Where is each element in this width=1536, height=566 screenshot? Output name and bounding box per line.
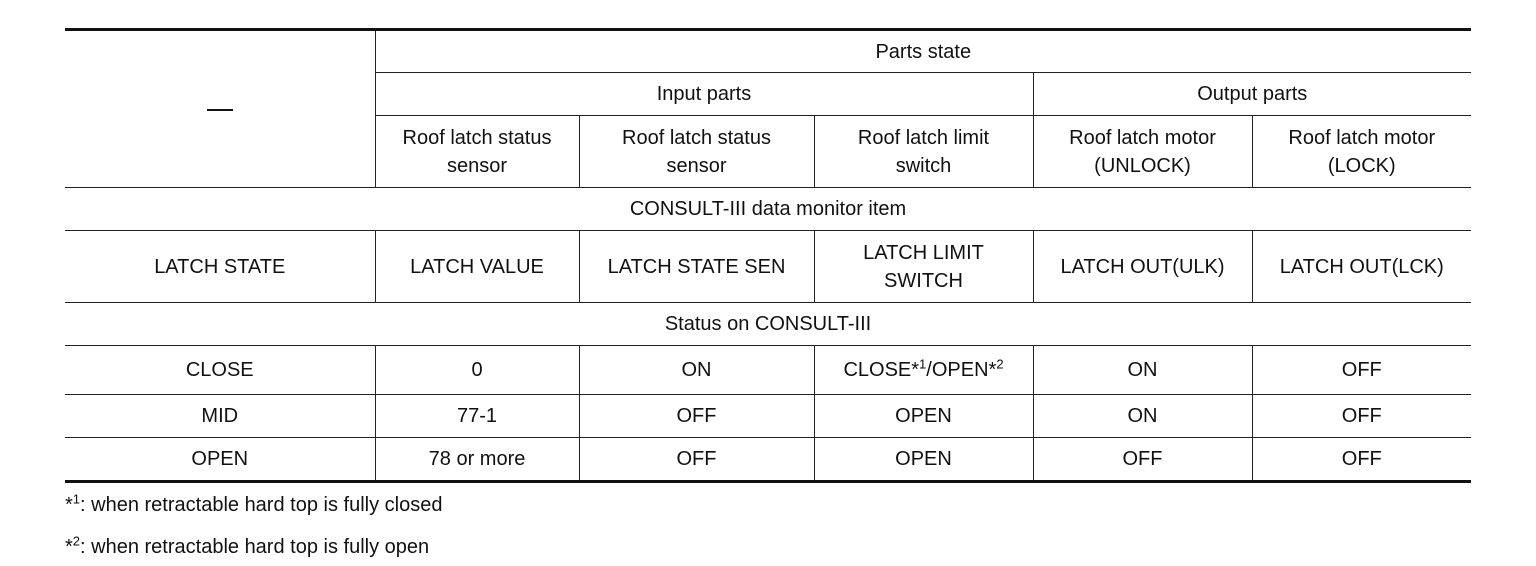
cell-switch: OPEN <box>814 395 1033 438</box>
output-parts-header: Output parts <box>1033 73 1471 116</box>
dash-mark <box>207 109 233 111</box>
footnote-mark: * <box>65 536 73 558</box>
footnote-1 <box>65 492 442 518</box>
part-name-cell <box>814 116 1033 188</box>
switch-close-text: CLOSE* <box>843 359 920 381</box>
cell-lock: OFF <box>1252 395 1471 438</box>
part-name-cell <box>1033 116 1252 188</box>
part-name-line1: Roof latch motor <box>1069 126 1216 149</box>
part-name-line2: switch <box>895 154 952 177</box>
cell-value: 0 <box>375 346 579 395</box>
table-row <box>65 395 1471 438</box>
cell-value: 78 or more <box>375 438 579 482</box>
footnote-number: 2 <box>72 533 81 549</box>
footnote-number: 1 <box>72 491 81 507</box>
part-name-line1: Roof latch motor <box>1288 126 1436 149</box>
table-row <box>65 346 1471 395</box>
data-monitor-table <box>65 28 1471 483</box>
cell-value: 77-1 <box>375 395 579 438</box>
footnote-mark: * <box>65 494 73 516</box>
status-section-row <box>65 303 1471 346</box>
monitor-item-line2: SWITCH <box>884 269 963 292</box>
cell-switch: OPEN <box>814 438 1033 482</box>
parts-state-header: Parts state <box>375 30 1471 73</box>
header-row-parts-state <box>65 30 1471 73</box>
cell-lock: OFF <box>1252 346 1471 395</box>
part-name-line2: (UNLOCK) <box>1094 154 1191 177</box>
data-monitor-table-container <box>65 28 1471 483</box>
part-name-line1: Roof latch status <box>402 126 552 149</box>
monitor-items-row <box>65 231 1471 303</box>
footnote-2 <box>65 534 429 560</box>
monitor-item-line1: LATCH LIMIT <box>863 241 984 264</box>
input-parts-header: Input parts <box>375 73 1033 116</box>
part-name-line2: sensor <box>666 154 727 177</box>
part-name-cell <box>375 116 579 188</box>
cell-switch <box>814 346 1033 395</box>
monitor-item-latch-limit-switch <box>814 231 1033 303</box>
cell-unlock: ON <box>1033 346 1252 395</box>
cell-unlock: OFF <box>1033 438 1252 482</box>
header-blank-cell <box>65 30 375 188</box>
part-name-line1: Roof latch status <box>622 126 771 149</box>
table-row <box>65 438 1471 482</box>
status-section-label: Status on CONSULT-III <box>65 303 1471 346</box>
cell-state: OPEN <box>65 438 375 482</box>
cell-sensor: ON <box>579 346 814 395</box>
monitor-item-latch-state: LATCH STATE <box>65 231 375 303</box>
footnote-ref-2: 2 <box>996 356 1004 372</box>
cell-sensor: OFF <box>579 438 814 482</box>
monitor-item-latch-out-ulk: LATCH OUT(ULK) <box>1033 231 1252 303</box>
cell-lock: OFF <box>1252 438 1471 482</box>
part-name-cell <box>579 116 814 188</box>
monitor-item-latch-state-sen: LATCH STATE SEN <box>579 231 814 303</box>
monitor-item-latch-out-lck: LATCH OUT(LCK) <box>1252 231 1471 303</box>
part-name-cell <box>1252 116 1471 188</box>
footnote-text: : when retractable hard top is fully open <box>80 536 430 558</box>
cell-unlock: ON <box>1033 395 1252 438</box>
monitor-section-label: CONSULT-III data monitor item <box>65 188 1471 231</box>
part-name-line2: sensor <box>446 154 508 177</box>
part-name-line1: Roof latch limit <box>857 126 990 149</box>
cell-state: CLOSE <box>65 346 375 395</box>
monitor-section-row <box>65 188 1471 231</box>
monitor-item-latch-value: LATCH VALUE <box>375 231 579 303</box>
cell-state: MID <box>65 395 375 438</box>
cell-sensor: OFF <box>579 395 814 438</box>
switch-open-text: /OPEN* <box>926 359 997 381</box>
footnote-text: : when retractable hard top is fully closed <box>80 494 443 516</box>
footnote-ref-1: 1 <box>919 356 927 372</box>
part-name-line2: (LOCK) <box>1327 154 1396 177</box>
